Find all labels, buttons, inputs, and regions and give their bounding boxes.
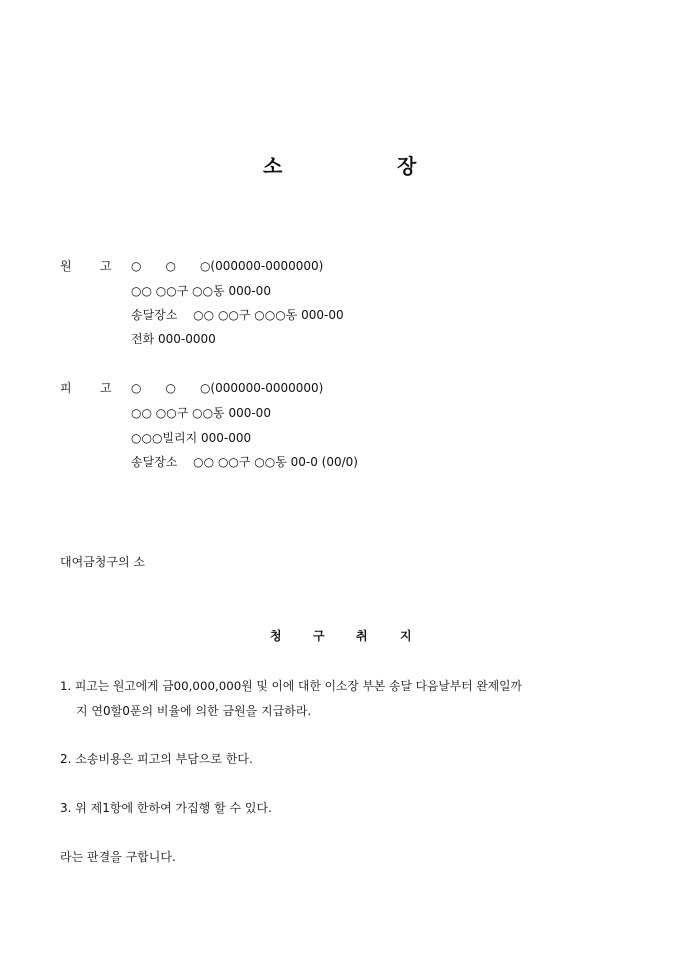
defendant-address: ○○ ○○구 ○○동 000-00 — [131, 406, 271, 420]
claim-item-1-line-2: 지 연0할0푼의 비율에 의한 금원을 지급하라. — [76, 704, 312, 718]
plaintiff-name: ○ ○ ○(000000-0000000) — [131, 259, 324, 273]
claim-heading-char-2: 구 — [313, 629, 325, 643]
plaintiff-label — [60, 257, 120, 273]
plaintiff-address: ○○ ○○구 ○○동 000-00 — [131, 284, 271, 298]
title-char-1: 소 — [263, 154, 283, 178]
claim-item-3: 3. 위 제1항에 한하여 가집행 할 수 있다. — [60, 801, 272, 815]
claim-item-1-line-1: 1. 피고는 원고에게 금00,000,000원 및 이에 대한 이소장 부본 송달 다음날부터 완제일까 — [60, 679, 522, 693]
defendant-label-char-1: 피 — [60, 381, 72, 395]
claim-item-2: 2. 소송비용은 피고의 부담으로 한다. — [60, 752, 253, 766]
plaintiff-phone: 전화 000-0000 — [131, 332, 216, 346]
closing-statement: 라는 판결을 구합니다. — [60, 850, 176, 864]
defendant-label-char-2: 고 — [100, 381, 112, 395]
plaintiff-label-char-1: 원 — [60, 259, 72, 273]
defendant-name: ○ ○ ○(000000-0000000) — [131, 381, 324, 395]
title-char-2: 장 — [397, 154, 417, 178]
defendant-building: ○○○빌리지 000-000 — [131, 431, 252, 445]
defendant-label — [60, 379, 120, 395]
plaintiff-delivery-address: 송달장소 ○○ ○○구 ○○○동 000-00 — [131, 308, 344, 322]
claim-heading-char-4: 지 — [400, 629, 412, 643]
claim-heading-char-1: 청 — [270, 629, 282, 643]
defendant-delivery-address: 송달장소 ○○ ○○구 ○○동 00-0 (00/0) — [131, 455, 358, 469]
claim-heading-char-3: 취 — [356, 629, 368, 643]
claim-heading — [0, 627, 680, 645]
case-name: 대여금청구의 소 — [60, 555, 145, 569]
plaintiff-label-char-2: 고 — [100, 259, 112, 273]
document-title — [0, 150, 680, 176]
